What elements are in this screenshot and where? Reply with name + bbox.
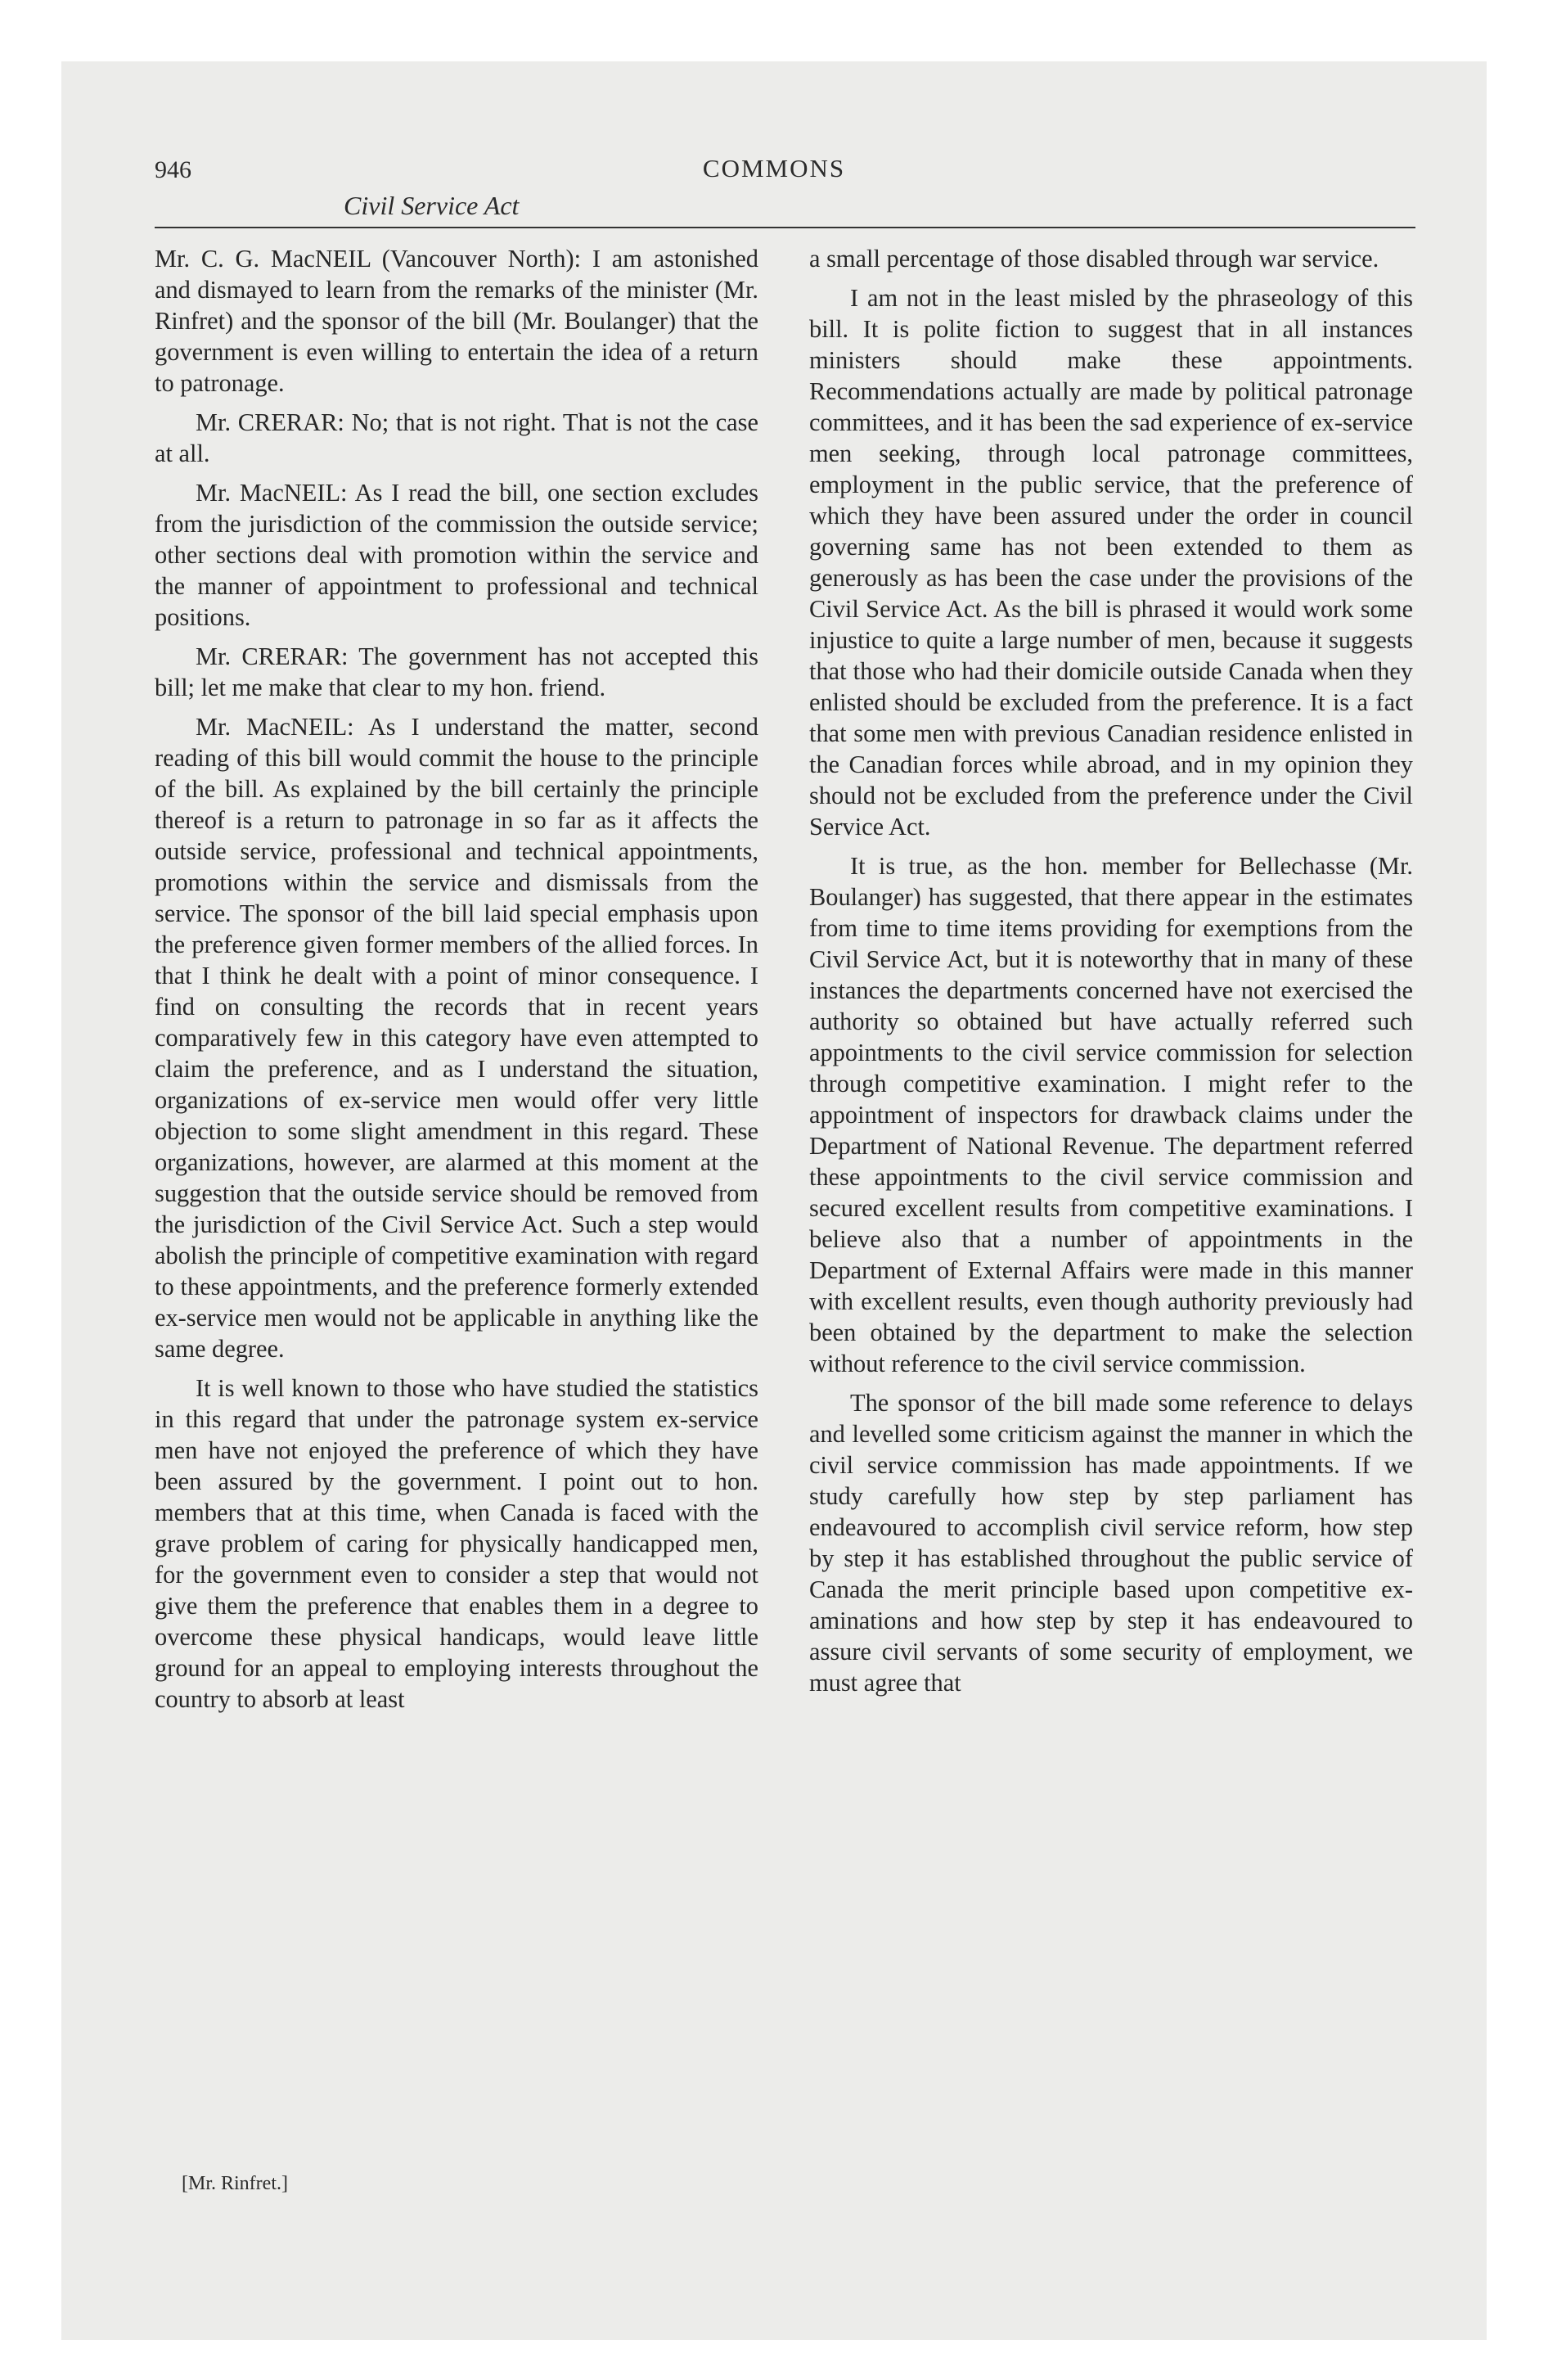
footer-note: [Mr. Rinfret.] bbox=[182, 2173, 288, 2194]
paragraph bbox=[809, 850, 1413, 1379]
paragraph bbox=[809, 1387, 1413, 1698]
paragraph bbox=[155, 1373, 758, 1715]
paragraph-text: The sponsor of the bill made some reference to delays and levelled some criticism against the manner in which the civil service commission has made appointments. If we study carefully how step by step parliament has endeavoured to accomplish civil service reform, how step by step it has established throughout the public service of Canada the merit principle based upon competitive examinations and how step by step it has endeavoured to assure civil servants of some security of employment, we must agree that bbox=[809, 1389, 1413, 1697]
page-subtitle: Civil Service Act bbox=[344, 191, 520, 220]
speaker-name: Mr. CRERAR: bbox=[196, 642, 349, 670]
paragraph bbox=[155, 711, 758, 1364]
paragraph-text: As I understand the matter, second reading of this bill would commit the house to the principle of the bill. As explained by the bill certainly the principle thereof is a return to patronage in so far as it affects the outside service, professional and technical appointments, promotions within the service and dismissals from the service. The sponsor of the bill laid special emphasis upon the preference given former members of the allied forces. In that I think he dealt with a point of minor consequence. I find on consulting the records that in recent years comparatively few in this category have even attempted to claim the preference, and as I understand the situation, organizations of ex-service men would offer very little objection to some slight amendment in this regard. These organizations, however, are alarmed at this moment at the suggestion that the outside service should be removed from the jurisdiction of the Civil Service Act. Such a step would abolish the principle of competitive examination with regard to these appointments, and the preference formerly extended ex-service men would not be applicable in anything like the same degree. bbox=[155, 713, 759, 1363]
left-column bbox=[155, 243, 758, 1723]
paragraph-text: It is well known to those who have studied the statistics in this regard that under the patronage system ex-service men have not enjoyed the preference of which they have been assured by the government. I point out to hon. members that at this time, when Canada is faced with the grave problem of caring for physically handicapped men, for the government even to consider a step that would not give them the preference that enables them in a degree to overcome these physical handicaps, would leave little ground for an appeal to employing interests throughout the country to absorb at least bbox=[155, 1374, 758, 1713]
speaker-name: Mr. MacNEIL: bbox=[196, 479, 348, 507]
paragraph bbox=[155, 407, 758, 469]
paragraph-text: As I read the bill, one section excludes from the jurisdiction of the commission the outside service; other sections deal with promotion within the service and the manner of appointment to professional and technical positions. bbox=[155, 479, 758, 631]
paragraph bbox=[809, 243, 1413, 274]
header-rule bbox=[155, 227, 1415, 228]
speaker-name: Mr. CRERAR: bbox=[196, 408, 344, 436]
paragraph-text: I am astonished and dismayed to learn from the remarks of the minister (Mr. Rinfret) and the sponsor of the bill (Mr. Boulanger) that the government is even willing to entertain the idea of a return to patronage. bbox=[155, 245, 758, 397]
page-title: COMMONS bbox=[702, 154, 846, 183]
paragraph bbox=[155, 641, 758, 703]
paragraph-text: It is true, as the hon. member for Bellechasse (Mr. Boulanger) has suggested, that there appear in the estimates from time to time items providing for exemptions from the Civil Service Act, but it is noteworthy that in many of these instances the departments concerned have not exercised the authority so obtained but have actually referred such appointments to the civil service commission for selection through competitive examination. I might refer to the appointment of inspectors for drawback claims under the Department of National Revenue. The department referred these appointments to the civil service commission and secured excellent results from competitive examinations. I believe also that a number of appointments in the Department of External Affairs were made in this manner with excellent results, even though authority previously had been obtained by the department to make the selection without reference to the civil service commission. bbox=[809, 852, 1413, 1377]
paragraph-text: The government has not accepted this bill; let me make that clear to my hon. friend. bbox=[155, 642, 758, 701]
page-number: 946 bbox=[155, 156, 191, 183]
paragraph bbox=[809, 282, 1413, 842]
paragraph bbox=[155, 477, 758, 633]
speaker-name: Mr. MacNEIL: bbox=[196, 713, 354, 741]
paragraph-text: a small percentage of those disabled through war service. bbox=[809, 245, 1379, 273]
paragraph-text: No; that is not right. That is not the case at all. bbox=[155, 408, 758, 467]
right-column bbox=[809, 243, 1413, 1706]
paragraph-text: I am not in the least misled by the phraseology of this bill. It is polite fiction to suggest that in all instances ministers should make these appointments. Recommendations actually are made by political patronage committees, and it has been the sad experience of ex-service men seeking, through local patronage committees, employment in the public service, that the preference of which they have been assured under the order in council governing same has not been extended to them as generously as has been the case under the provisions of the Civil Service Act. As the bill is phrased it would work some injustice to quite a large number of men, because it suggests that those who had their domicile outside Canada when they enlisted should be excluded from the preference. It is a fact that some men with previous Canadian residence enlisted in the Canadian forces while abroad, and in my opinion they should not be excluded from the preference under the Civil Service Act. bbox=[809, 284, 1413, 841]
speaker-name: Mr. C. G. MacNEIL (Vancouver North): bbox=[155, 245, 582, 273]
paragraph bbox=[155, 243, 758, 399]
